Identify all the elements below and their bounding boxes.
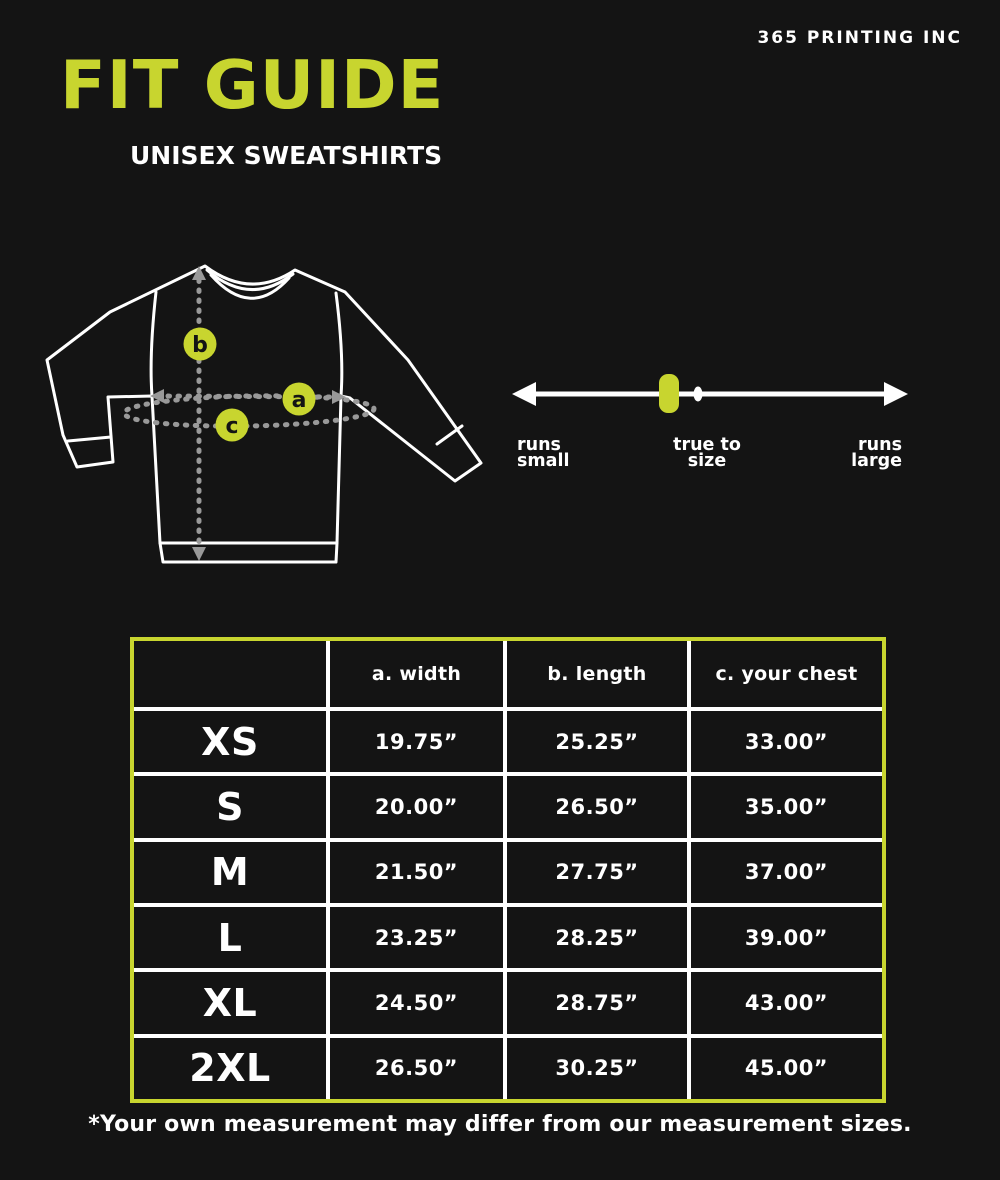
length-cell: 27.75” xyxy=(507,842,687,903)
arrow-right-icon xyxy=(332,390,346,404)
size-cell: L xyxy=(134,907,326,968)
marker-c xyxy=(216,409,249,442)
dotted-line-arrowheads xyxy=(150,266,346,561)
chest-cell: 35.00” xyxy=(691,776,882,837)
left-raglan-seam xyxy=(151,292,156,396)
sweatshirt-diagram xyxy=(25,245,485,590)
fit-indicator xyxy=(659,374,679,413)
right-cuff-line xyxy=(437,426,462,444)
size-cell: XL xyxy=(134,972,326,1033)
scale-center-dot xyxy=(694,387,703,402)
chest-cell: 33.00” xyxy=(691,711,882,772)
page-subtitle: UNISEX SWEATSHIRTS xyxy=(130,141,443,170)
width-cell: 24.50” xyxy=(330,972,503,1033)
scale-label-line: small xyxy=(517,451,570,471)
header-width-cell: a. width xyxy=(330,641,503,707)
scale-label-runs-small xyxy=(517,437,569,469)
brand-text: 365 PRINTING INC xyxy=(757,28,962,48)
scale-label-line: runs xyxy=(517,435,561,455)
marker-b xyxy=(184,328,217,361)
header-chest-cell: c. your chest xyxy=(691,641,882,707)
scale-label-true-to-size xyxy=(642,437,772,469)
right-raglan-seam xyxy=(336,293,342,396)
marker-c-letter: c xyxy=(225,414,239,439)
scale-label-runs-large xyxy=(822,437,902,469)
width-cell: 21.50” xyxy=(330,842,503,903)
length-cell: 28.75” xyxy=(507,972,687,1033)
scale-label-line: large xyxy=(851,451,902,471)
scale-arrow-left-icon xyxy=(512,382,536,406)
chest-cell: 37.00” xyxy=(691,842,882,903)
fit-scale xyxy=(505,362,915,426)
length-cell: 26.50” xyxy=(507,776,687,837)
chest-cell: 45.00” xyxy=(691,1038,882,1099)
marker-a-letter: a xyxy=(291,388,307,413)
size-cell: M xyxy=(134,842,326,903)
footnote: *Your own measurement may differ from our measurement sizes. xyxy=(88,1112,912,1137)
page-title: FIT GUIDE xyxy=(60,46,445,124)
size-cell: S xyxy=(134,776,326,837)
width-cell: 19.75” xyxy=(330,711,503,772)
scale-label-line: size xyxy=(687,451,727,471)
header-length-cell: b. length xyxy=(507,641,687,707)
scale-label-line: true to xyxy=(673,435,741,455)
length-cell: 25.25” xyxy=(507,711,687,772)
width-cell: 26.50” xyxy=(330,1038,503,1099)
size-cell: XS xyxy=(134,711,326,772)
length-cell: 28.25” xyxy=(507,907,687,968)
size-cell: 2XL xyxy=(134,1038,326,1099)
marker-a xyxy=(283,383,316,416)
scale-arrow-right-icon xyxy=(884,382,908,406)
chest-cell: 39.00” xyxy=(691,907,882,968)
arrow-down-icon xyxy=(192,547,206,561)
width-cell: 23.25” xyxy=(330,907,503,968)
sweatshirt-body-outline xyxy=(47,266,481,562)
length-cell: 30.25” xyxy=(507,1038,687,1099)
marker-b-letter: b xyxy=(192,333,208,358)
size-table xyxy=(130,637,886,1103)
scale-label-line: runs xyxy=(858,435,902,455)
sweatshirt-outline xyxy=(47,266,481,562)
width-cell: 20.00” xyxy=(330,776,503,837)
left-cuff-line xyxy=(68,437,111,441)
chest-cell: 43.00” xyxy=(691,972,882,1033)
header-size-cell xyxy=(134,641,326,707)
